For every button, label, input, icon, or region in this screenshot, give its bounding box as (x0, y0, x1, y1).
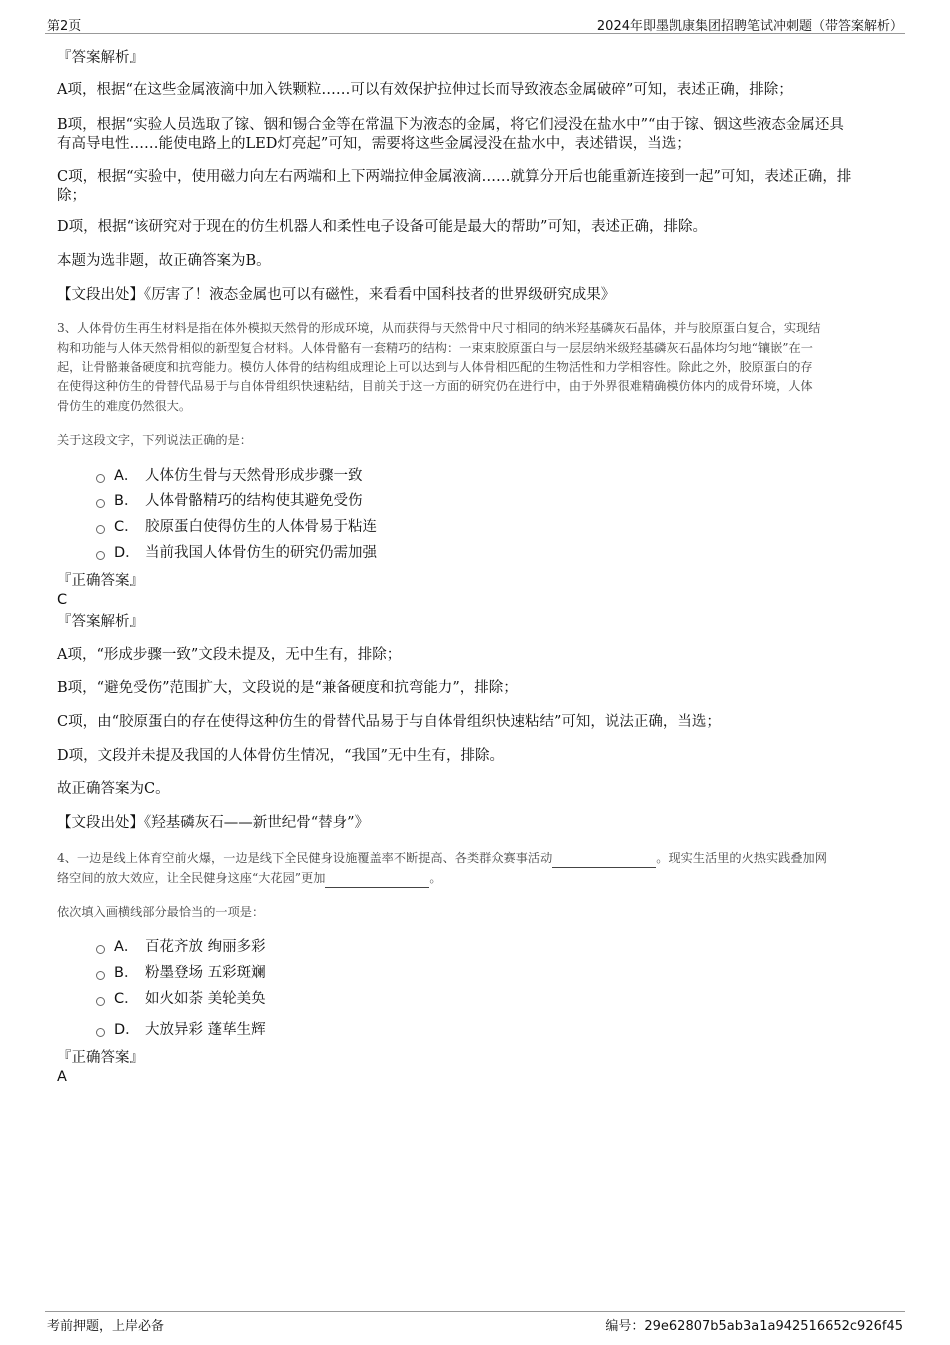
option-text: 当前我国人体骨仿生的研究仍需加强 (145, 545, 377, 561)
analysis-option-d: D项，文段并未提及我国的人体骨仿生情况，“我国”无中生有，排除。 (57, 748, 504, 764)
option-label: B． (114, 965, 139, 981)
question-4-passage-line1 (57, 848, 899, 868)
analysis-option-c-line2: 除； (57, 188, 86, 204)
option-label: D． (114, 545, 140, 561)
option-label: C． (114, 519, 139, 535)
footer-slogan: 考前押题，上岸必备 (47, 1319, 165, 1334)
answer-conclusion: 故正确答案为C。 (57, 781, 170, 797)
question-3-option-a[interactable] (96, 466, 363, 486)
option-label: D． (114, 1022, 140, 1038)
option-label: C． (114, 991, 139, 1007)
analysis-option-b-line2: 有高导电性……能使电路上的LED灯亮起”可知，需要将这些金属浸没在盐水中，表述错误，当选； (57, 136, 691, 152)
analysis-option-b-line1: B项，根据“实验人员选取了镓、铟和锡合金等在常温下为液态的金属，将它们浸没在盐水中”“由于镓、铟这些液态金属还具 (57, 117, 844, 133)
correct-answer-label: 『正确答案』 (57, 573, 144, 589)
correct-answer-label: 『正确答案』 (57, 1050, 144, 1066)
question-4-option-c[interactable] (96, 989, 266, 1009)
page-number: 第2页 (47, 19, 82, 34)
option-text: 胶原蛋白使得仿生的人体骨易于粘连 (145, 519, 377, 535)
question-3-passage-line5: 骨仿生的难度仍然很大。 (57, 399, 192, 413)
analysis-option-a: A项，根据“在这些金属液滴中加入铁颗粒……可以有效保护拉伸过长而导致液态金属破碎”可知，表述正确，排除； (57, 82, 793, 98)
question-3-passage-line2: 构和功能与人体天然骨相似的新型复合材料。人体骨骼有一套精巧的结构：一束束胶原蛋白与一层层纳米级羟基磷灰石晶体均匀地“镶嵌”在一 (57, 341, 813, 355)
radio-icon[interactable] (96, 997, 105, 1006)
option-text: 人体仿生骨与天然骨形成步骤一致 (145, 468, 363, 484)
option-text: 粉墨登场 五彩斑斓 (145, 965, 266, 981)
radio-icon[interactable] (96, 525, 105, 534)
radio-icon[interactable] (96, 551, 105, 560)
radio-icon[interactable] (96, 1028, 105, 1037)
header-divider (45, 33, 905, 34)
analysis-option-c: C项，由“胶原蛋白的存在使得这种仿生的骨替代品易于与自体骨组织快速粘结”可知，说法正确，当选； (57, 714, 721, 730)
question-4-option-b[interactable] (96, 963, 266, 983)
source-citation: 【文段出处】《厉害了！液态金属也可以有磁性，来看看中国科技者的世界级研究成果》 (57, 287, 616, 303)
passage-text: 。现实生活里的火热实践叠加网 (656, 851, 827, 865)
question-3-option-c[interactable] (96, 517, 377, 537)
analysis-option-a: A项，“形成步骤一致”文段未提及，无中生有，排除； (57, 647, 402, 663)
radio-icon[interactable] (96, 971, 105, 980)
option-text: 人体骨骼精巧的结构使其避免受伤 (145, 493, 363, 509)
question-3-option-b[interactable] (96, 491, 363, 511)
question-3-prompt: 关于这段文字，下列说法正确的是： (57, 433, 252, 447)
analysis-option-d: D项，根据“该研究对于现在的仿生机器人和柔性电子设备可能是最大的帮助”可知，表述正确，排除。 (57, 219, 707, 235)
correct-answer-value: C (57, 592, 68, 608)
passage-text: 络空间的放大效应，让全民健身这座“大花园”更加 (57, 871, 326, 885)
radio-icon[interactable] (96, 474, 105, 483)
question-3-passage-line3: 起，让骨骼兼备硬度和抗弯能力。模仿人体骨的结构组成理论上可以达到与人体骨相匹配的生物活性和力学相容性。除此之外，胶原蛋白的存 (57, 360, 813, 374)
analysis-option-b: B项，“避免受伤”范围扩大，文段说的是“兼备硬度和抗弯能力”，排除； (57, 680, 518, 696)
passage-text: 4、一边是线上体育空前火爆，一边是线下全民健身设施覆盖率不断提高、各类群众赛事活动 (57, 851, 553, 865)
fill-blank-1 (552, 853, 656, 868)
fill-blank-2 (325, 873, 429, 888)
question-4-option-a[interactable] (96, 937, 266, 957)
question-4-option-d[interactable] (96, 1020, 266, 1040)
analysis-label: 『答案解析』 (57, 614, 144, 630)
option-text: 大放异彩 蓬荜生辉 (145, 1022, 266, 1038)
question-3-passage-line4: 在使得这种仿生的骨替代品易于与自体骨组织快速粘结，目前关于这一方面的研究仍在进行中，由于外界很难精确模仿体内的成骨环境，人体 (57, 379, 813, 393)
document-id: 编号：29e62807b5ab3a1a942516652c926f45 (605, 1319, 903, 1334)
radio-icon[interactable] (96, 945, 105, 954)
analysis-option-c-line1: C项，根据“实验中，使用磁力向左右两端和上下两端拉伸金属液滴……就算分开后也能重新连接到一起”可知，表述正确，排 (57, 169, 852, 185)
analysis-label: 『答案解析』 (57, 50, 144, 66)
question-3-option-d[interactable] (96, 543, 377, 563)
radio-icon[interactable] (96, 499, 105, 508)
question-3-passage-line1: 3、人体骨仿生再生材料是指在体外模拟天然骨的形成环境，从而获得与天然骨中尺寸相同的纳米羟基磷灰石晶体，并与胶原蛋白复合，实现结 (57, 321, 821, 335)
source-citation: 【文段出处】《羟基磷灰石——新世纪骨“替身”》 (57, 815, 370, 831)
footer-divider (45, 1311, 905, 1312)
document-title: 2024年即墨凯康集团招聘笔试冲刺题（带答案解析） (596, 19, 903, 34)
question-4-passage-line2 (57, 868, 899, 888)
option-text: 如火如荼 美轮美奂 (145, 991, 266, 1007)
question-4-prompt: 依次填入画横线部分最恰当的一项是： (57, 905, 265, 919)
option-label: A． (114, 468, 139, 484)
option-label: B． (114, 493, 139, 509)
correct-answer-value: A (57, 1069, 67, 1085)
option-text: 百花齐放 绚丽多彩 (145, 939, 266, 955)
passage-text: 。 (429, 871, 442, 885)
answer-conclusion: 本题为选非题，故正确答案为B。 (57, 253, 271, 269)
option-label: A． (114, 939, 139, 955)
